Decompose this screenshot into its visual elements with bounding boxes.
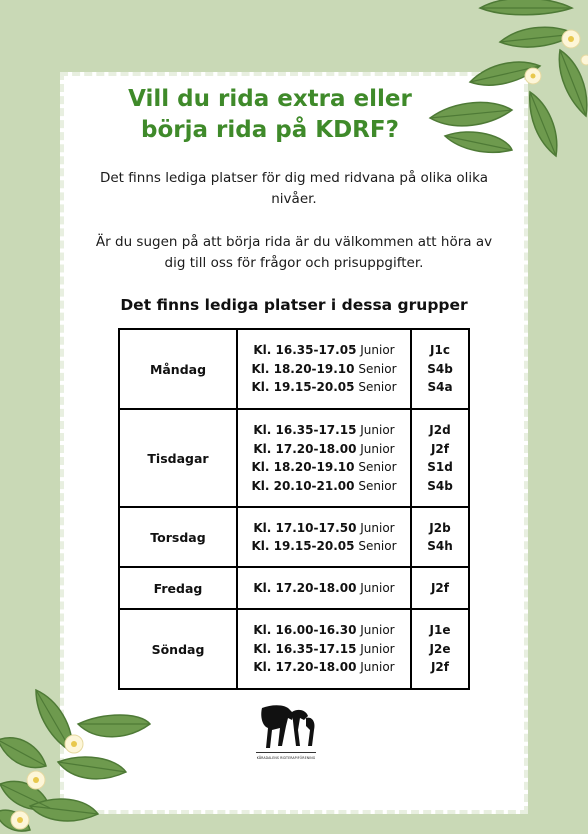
- schedule-times: [237, 567, 411, 609]
- slot-time: Kl. 16.00-16.30: [253, 623, 357, 638]
- schedule-row: [119, 567, 469, 609]
- slot-level: Junior: [360, 660, 395, 675]
- slot-group-code: S4a: [427, 380, 453, 395]
- title-line-1: Vill du rida extra eller: [128, 86, 412, 112]
- schedule-groups: [411, 609, 469, 689]
- slot-level: Junior: [360, 343, 395, 358]
- slot-group-code: J1e: [429, 623, 451, 638]
- time-slot: [238, 341, 410, 360]
- slot-group-code: J2f: [430, 660, 450, 675]
- time-slot: [238, 421, 410, 440]
- club-logo: [242, 690, 330, 776]
- slot-level: Senior: [358, 478, 397, 493]
- horse-logo-icon: [242, 690, 330, 776]
- intro-paragraph-1: Det finns lediga platser för dig med ridvana på olika olika nivåer.: [99, 170, 489, 207]
- time-slot: [238, 477, 410, 496]
- time-slot: [238, 519, 410, 538]
- slot-level: Senior: [358, 460, 397, 474]
- slot-group-code: J2e: [429, 641, 451, 656]
- slot-group-code: J2f: [430, 580, 450, 595]
- time-slot: [238, 378, 410, 397]
- slot-time: Kl. 17.10-17.50: [253, 520, 357, 535]
- slot-time: Kl. 16.35-17.15: [253, 423, 357, 437]
- slot-level: Junior: [360, 641, 395, 656]
- slot-level: Junior: [360, 623, 395, 638]
- slot-level: Senior: [358, 539, 397, 553]
- schedule-groups: [411, 567, 469, 609]
- schedule-heading: Det finns lediga platser i dessa grupper: [120, 296, 468, 314]
- slot-time: Kl. 16.35-17.15: [253, 641, 357, 656]
- schedule-day: Söndag: [119, 609, 237, 689]
- intro-paragraph-2: Är du sugen på att börja rida är du välkommen att höra av dig till oss för frågor och prisuppgifter.: [95, 234, 493, 271]
- slot-time: Kl. 18.20-19.10: [251, 460, 355, 474]
- schedule-table: [118, 328, 470, 690]
- schedule-times: [237, 409, 411, 507]
- slot-level: Senior: [358, 361, 397, 376]
- slot-time: Kl. 19.15-20.05: [251, 539, 355, 553]
- schedule-times: [237, 329, 411, 409]
- schedule-times: [237, 609, 411, 689]
- slot-group-code: S4h: [427, 539, 453, 553]
- slot-time: Kl. 16.35-17.05: [253, 343, 357, 358]
- schedule-groups: [411, 409, 469, 507]
- schedule-groups: [411, 329, 469, 409]
- slot-group-code: J1c: [430, 343, 450, 358]
- time-slot: [238, 360, 410, 379]
- schedule-groups: [411, 507, 469, 567]
- time-slot: [238, 658, 410, 677]
- title-line-2: börja rida på KDRF?: [141, 117, 399, 143]
- schedule-day: Måndag: [119, 329, 237, 409]
- page-title: [60, 84, 480, 146]
- schedule-row: [119, 609, 469, 689]
- slot-group-code: J2f: [430, 441, 450, 456]
- schedule-day: Fredag: [119, 567, 237, 609]
- slot-level: Junior: [360, 441, 395, 456]
- time-slot: [238, 458, 410, 477]
- schedule-day: Torsdag: [119, 507, 237, 567]
- schedule-times: [237, 507, 411, 567]
- slot-group-code: S4b: [427, 478, 453, 493]
- slot-group-code: S1d: [427, 460, 453, 474]
- time-slot: [238, 537, 410, 556]
- slot-time: Kl. 17.20-18.00: [253, 660, 357, 675]
- time-slot: [238, 640, 410, 659]
- slot-group-code: J2b: [429, 520, 451, 535]
- logo-caption: KÅRADALENS RIDTERAPIFÖRENING: [256, 756, 316, 760]
- schedule-row: [119, 329, 469, 409]
- slot-group-code: S4b: [427, 361, 453, 376]
- slot-level: Junior: [360, 520, 395, 535]
- slot-time: Kl. 17.20-18.00: [253, 580, 357, 595]
- schedule-row: [119, 409, 469, 507]
- schedule-day: Tisdagar: [119, 409, 237, 507]
- slot-level: Senior: [358, 380, 397, 395]
- slot-time: Kl. 20.10-21.00: [251, 478, 355, 493]
- time-slot: [238, 579, 410, 598]
- slot-time: Kl. 18.20-19.10: [251, 361, 355, 376]
- time-slot: [238, 621, 410, 640]
- slot-time: Kl. 19.15-20.05: [251, 380, 355, 395]
- slot-time: Kl. 17.20-18.00: [253, 441, 357, 456]
- schedule-row: [119, 507, 469, 567]
- time-slot: [238, 440, 410, 459]
- slot-group-code: J2d: [429, 423, 451, 437]
- slot-level: Junior: [360, 423, 395, 437]
- slot-level: Junior: [360, 580, 395, 595]
